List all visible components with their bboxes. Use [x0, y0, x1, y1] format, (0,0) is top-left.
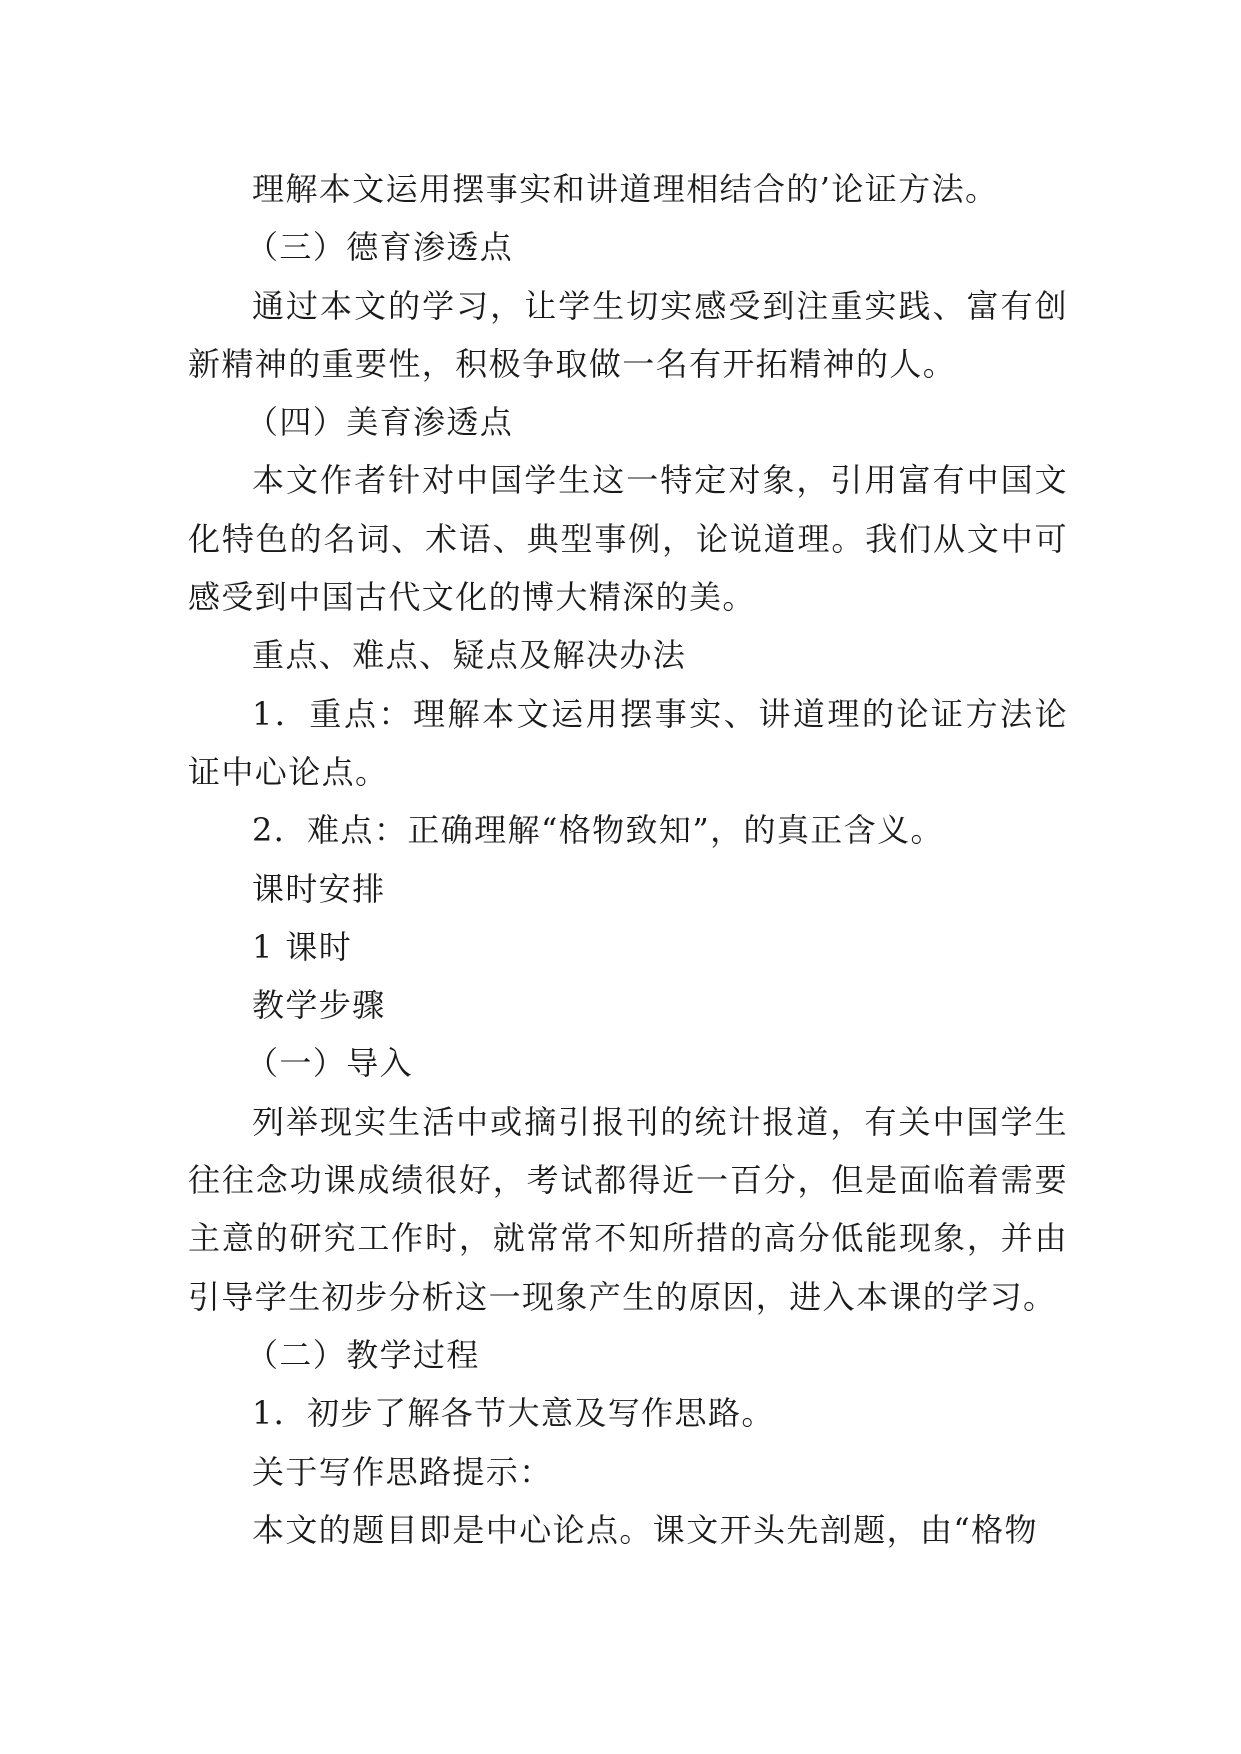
- paragraph-process-step-1: 1．初步了解各节大意及写作思路。: [252, 1394, 775, 1433]
- paragraph-introduction: 列举现实生活中或摘引报刊的统计报道，有关中国学生往往念功课成绩很好，考试都得近一百分，但是面临着需要主意的研究工作时，就常常不知所措的高分低能现象，并由引导学生初步分析这一现象产生的原因，进入本课的学习。: [188, 1102, 1068, 1316]
- paragraph-moral-education: 通过本文的学习，让学生切实感受到注重实践、富有创新精神的重要性，积极争取做一名有开拓精神的人。: [188, 286, 1068, 383]
- document-body: [188, 160, 1068, 1559]
- paragraph-difficult-point: 2．难点：正确理解“格物致知”，的真正含义。: [252, 811, 944, 850]
- paragraph-writing-hint: 本文的题目即是中心论点。课文开头先剖题，由“格物: [252, 1510, 1038, 1549]
- heading-aesthetic-education: （四）美育渗透点: [246, 403, 514, 442]
- heading-teaching-process: （二）教学过程: [246, 1335, 480, 1374]
- heading-key-difficult-points: 重点、难点、疑点及解决办法: [252, 636, 687, 675]
- paragraph-key-point: 1．重点：理解本文运用摆事实、讲道理的论证方法论证中心论点。: [188, 694, 1068, 791]
- heading-moral-education: （三）德育渗透点: [246, 228, 514, 267]
- paragraph-writing-hint-label: 关于写作思路提示：: [252, 1452, 553, 1491]
- paragraph-aesthetic-education: 本文作者针对中国学生这一特定对象，引用富有中国文化特色的名词、术语、典型事例，论说道理。我们从文中可感受到中国古代文化的博大精深的美。: [188, 461, 1068, 617]
- paragraph-argument-method: 理解本文运用摆事实和讲道理相结合的’论证方法。: [252, 170, 999, 208]
- heading-introduction: （一）导入: [246, 1044, 414, 1083]
- heading-teaching-steps: 教学步骤: [252, 986, 386, 1025]
- heading-class-schedule: 课时安排: [252, 869, 386, 908]
- paragraph-class-hours: 1 课时: [252, 927, 353, 966]
